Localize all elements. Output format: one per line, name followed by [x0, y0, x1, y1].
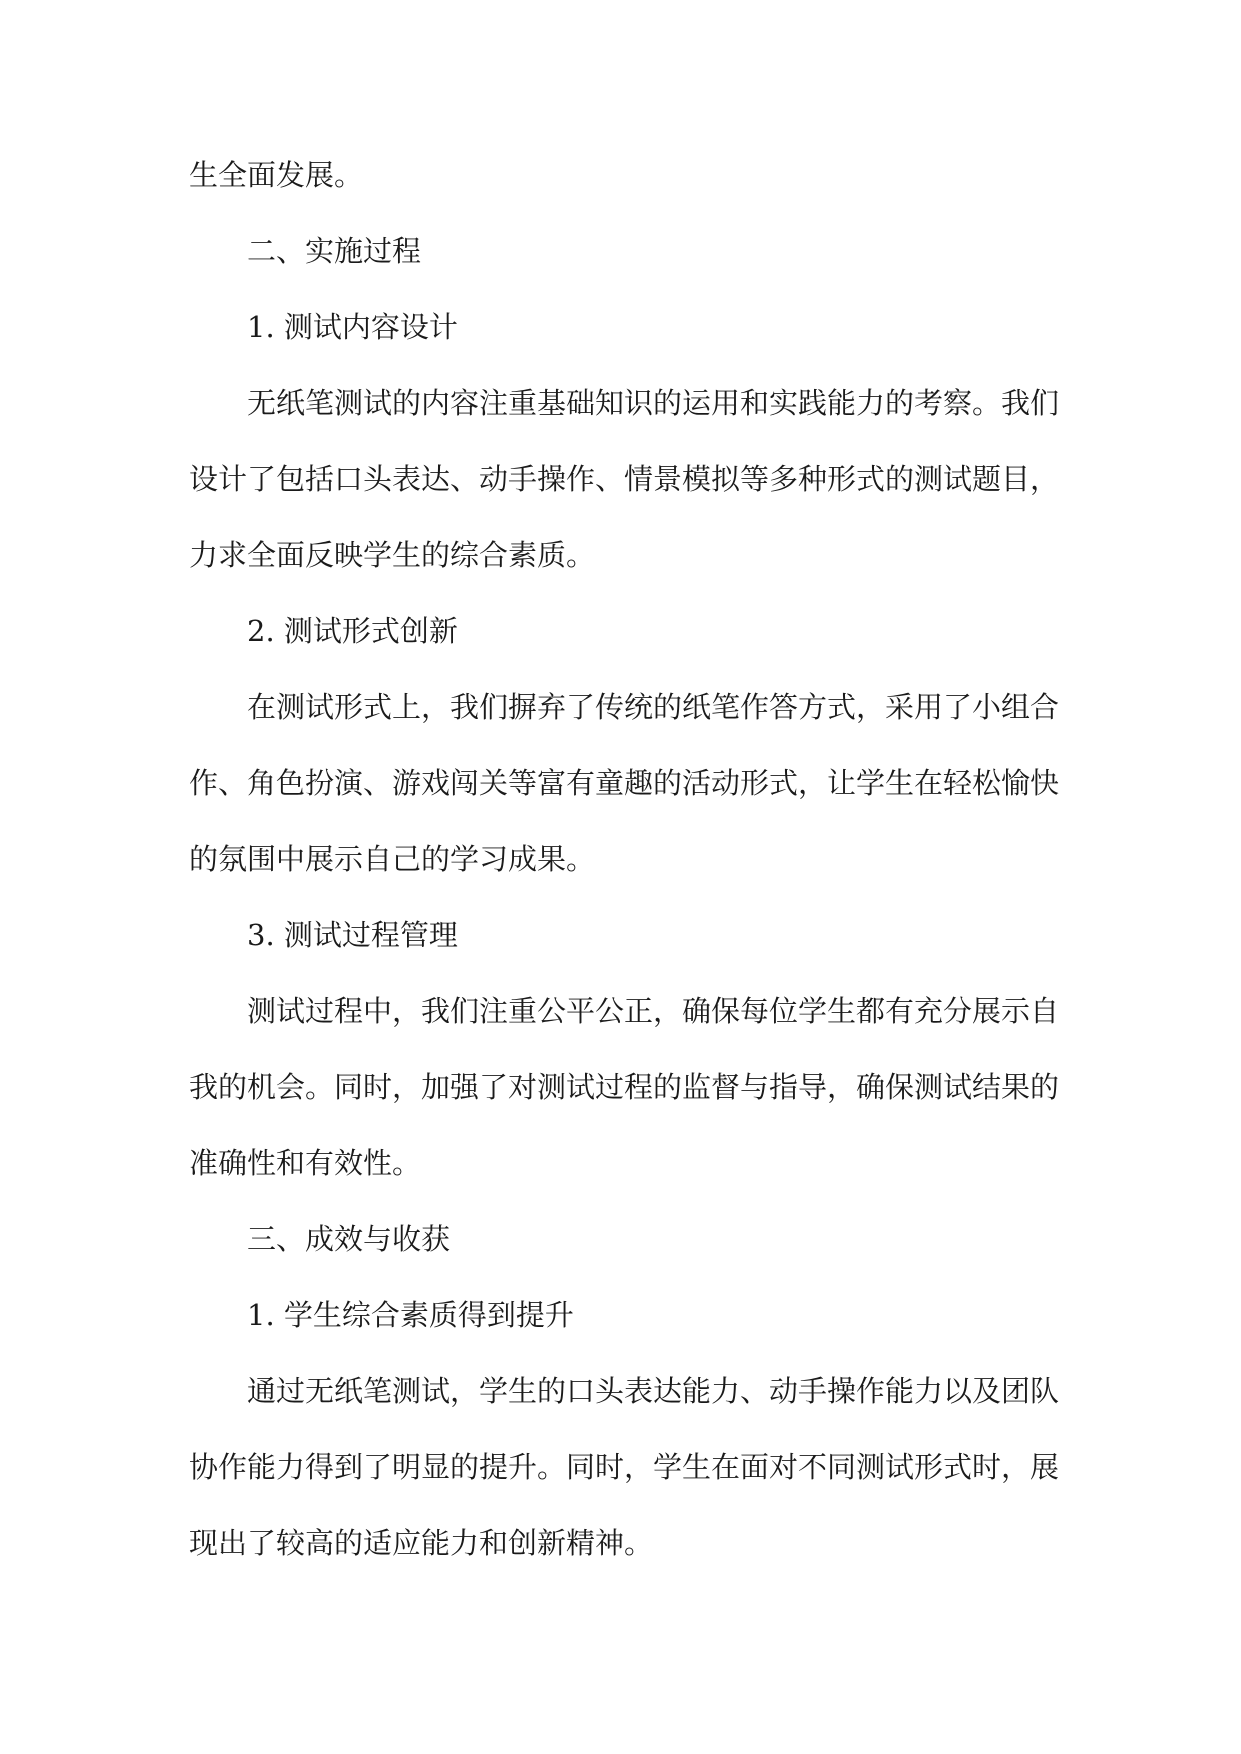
subheading-content-design: 1. 测试内容设计 [247, 310, 458, 344]
paragraph-content-design: 无纸笔测试的内容注重基础知识的运用和实践能力的考察。我们设计了包括口头表达、动手操作、情景模拟等多种形式的测试题目，力求全面反映学生的综合素质。 [189, 386, 1060, 572]
paragraph-continuation: 生全面发展。 [189, 158, 364, 192]
subheading-process-management: 3. 测试过程管理 [247, 918, 458, 952]
paragraph-student-improvement: 通过无纸笔测试，学生的口头表达能力、动手操作能力以及团队协作能力得到了明显的提升。同时，学生在面对不同测试形式时，展现出了较高的适应能力和创新精神。 [189, 1374, 1060, 1560]
section-heading-implementation: 二、实施过程 [247, 234, 422, 268]
section-heading-results: 三、成效与收获 [247, 1222, 451, 1256]
paragraph-process-management: 测试过程中，我们注重公平公正，确保每位学生都有充分展示自我的机会。同时，加强了对测试过程的监督与指导，确保测试结果的准确性和有效性。 [189, 994, 1060, 1180]
subheading-format-innovation: 2. 测试形式创新 [247, 614, 458, 648]
paragraph-format-innovation: 在测试形式上，我们摒弃了传统的纸笔作答方式，采用了小组合作、角色扮演、游戏闯关等富有童趣的活动形式，让学生在轻松愉快的氛围中展示自己的学习成果。 [189, 690, 1060, 876]
document-body [189, 137, 1059, 1581]
subheading-student-improvement: 1. 学生综合素质得到提升 [247, 1298, 574, 1332]
